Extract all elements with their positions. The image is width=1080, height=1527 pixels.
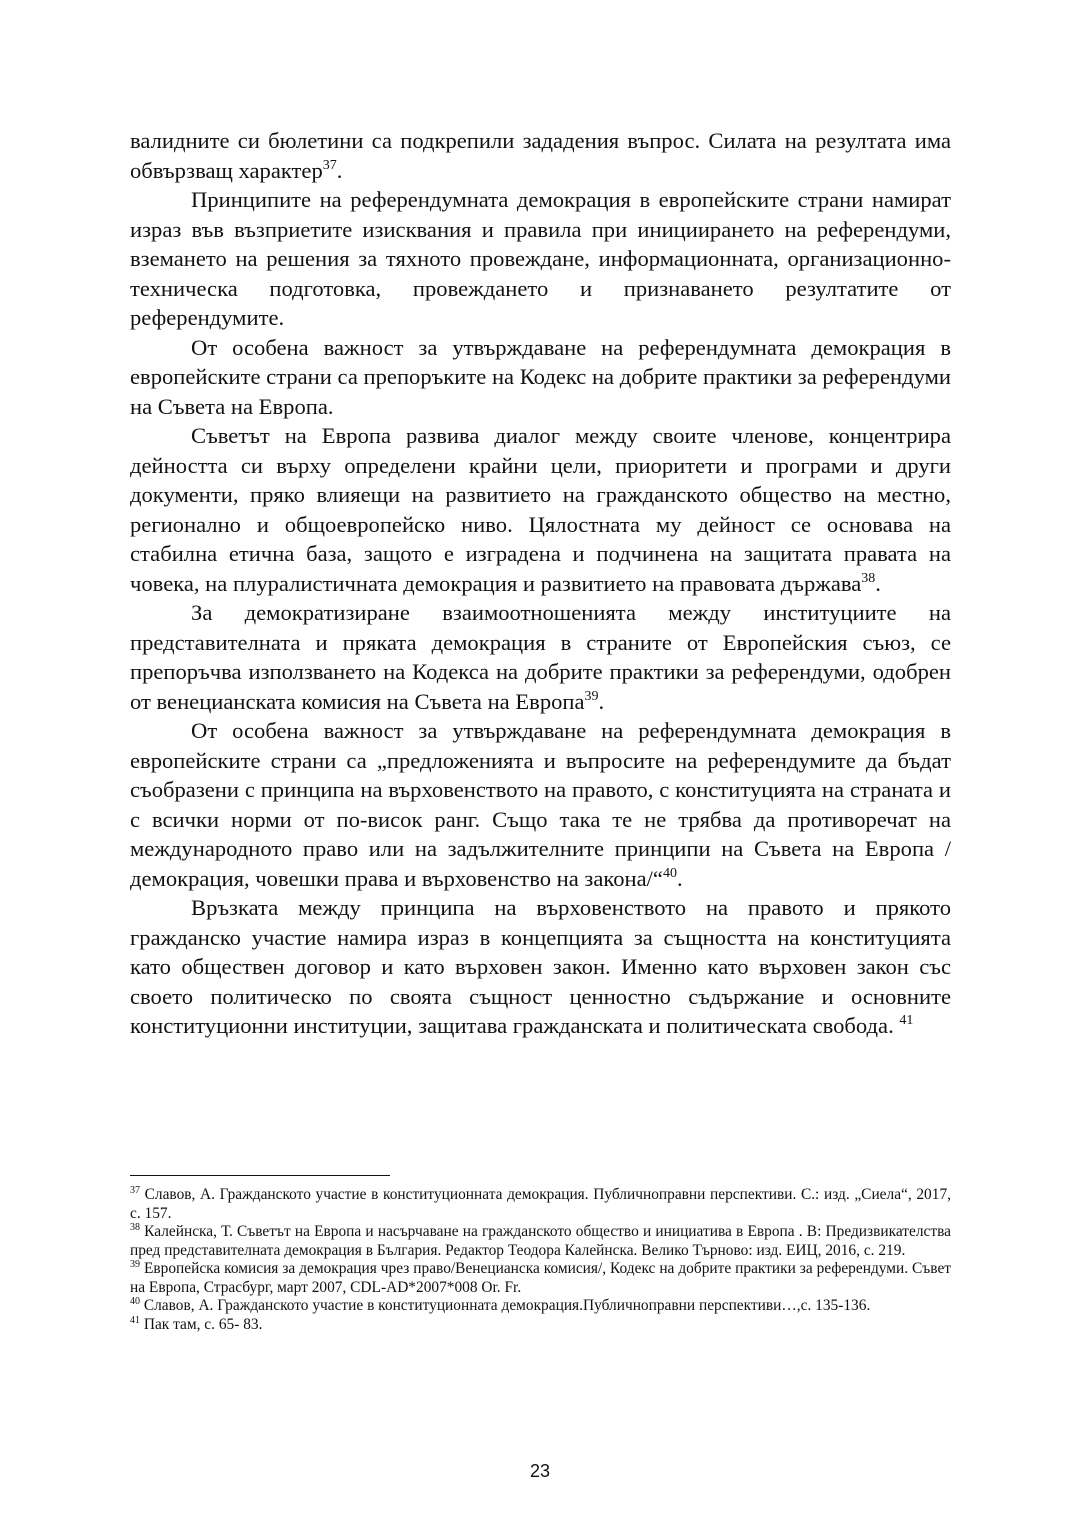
paragraph-text: валидните си бюлетини са подкрепили зададения въпрос. Силата на резултата има обвързващ характер xyxy=(130,128,951,183)
footnotes xyxy=(130,1186,951,1334)
paragraph-end: . xyxy=(875,570,881,596)
paragraph xyxy=(130,333,951,422)
paragraph xyxy=(130,893,951,1041)
footnote-number: 39 xyxy=(130,1259,140,1270)
paragraph-text: За демократизиране взаимоотношенията между институциите на представителната и пряката демокрация в страните от Европейския съюз, се препоръчва използването на Кодекса на добрите практики за референдуми, одобрен от венецианската комисия на Съвета на Европа xyxy=(130,600,951,714)
footnote-text: Калейнска, Т. Съветът на Европа и насърчаване на гражданското общество и инициатива в Европа . В: Предизвикателства пред представителната демокрация в България. Редактор Теодора Калейнска. Велико Търново: изд. ЕИЦ, 2016, с. 219. xyxy=(130,1223,951,1259)
paragraph-text: Съветът на Европа развива диалог между своите членове, концентрира дейността си върху определени крайни цели, приоритети и програми и други документи, пряко влияещи на развитието на гражданското общество на местно, регионално и общоевропейско ниво. Цялостната му дейност се основава на стабилна етична база, защото е изградена и подчинена на защитата правата на човека, на плуралистичната демокрация и развитието на правовата държава xyxy=(130,423,951,596)
paragraph xyxy=(130,421,951,598)
footnote-ref-40[interactable]: 40 xyxy=(662,865,677,881)
paragraph-end: . xyxy=(336,157,343,183)
footnote-number: 40 xyxy=(130,1296,140,1307)
footnote-ref-41[interactable]: 41 xyxy=(899,1013,914,1028)
paragraph xyxy=(130,716,951,893)
footnote-40 xyxy=(130,1297,951,1316)
footnote-number: 41 xyxy=(130,1314,140,1326)
footnote-38 xyxy=(130,1223,951,1260)
footnote-ref-38[interactable]: 38 xyxy=(861,570,876,586)
body-text xyxy=(130,126,951,1041)
footnote-text: Пак там, с. 65- 83. xyxy=(140,1315,263,1333)
footnote-separator xyxy=(130,1175,390,1176)
footnote-text: Европейска комисия за демокрация чрез право/Венецианска комисия/, Кодекс на добрите практики за референдуми. Съвет на Европа, Страсбург, март 2007, CDL-AD*2007*008 Or. Fr. xyxy=(130,1260,951,1296)
paragraph-end: . xyxy=(676,865,683,891)
footnote-text: Славов, А. Гражданското участие в конституционната демокрация.Публичноправни перспективи…,с. 135-136. xyxy=(140,1297,871,1314)
paragraph-text: От особена важност за утвърждаване на референдумната демокрация в европейските страни са „предложенията и въпросите на референдумите да бъдат съобразени с принципа на върховенството на правото, с конституцията на страната и с всички норми от по-висок ранг. Също така те не трябва да противоречат на международното право или на задължителните принципи на Съвета на Европа /демокрация, човешки права и върховенство на закона/“ xyxy=(130,718,951,891)
footnote-41 xyxy=(130,1316,951,1335)
footnote-ref-39[interactable]: 39 xyxy=(584,688,599,704)
paragraph-text: Принципите на референдумната демокрация в европейските страни намират израз във възприетите изисквания и правила при инициирането на референдуми, вземането на решения за тяхното провеждане, информационната, организационно-техническа подготовка, провеждането и признаването резултатите от референдумите. xyxy=(130,187,951,330)
footnote-37 xyxy=(130,1186,951,1223)
footnote-number: 38 xyxy=(130,1222,140,1233)
paragraph-text: От особена важност за утвърждаване на референдумната демокрация в европейските страни са препоръките на Кодекс на добрите практики за референдуми на Съвета на Европа. xyxy=(130,334,951,419)
paragraph xyxy=(130,185,951,333)
footnote-ref-37[interactable]: 37 xyxy=(322,157,337,173)
footnote-39 xyxy=(130,1260,951,1297)
paragraph xyxy=(130,126,951,185)
paragraph-text: Връзката между принципа на върховенството на правото и прякото гражданско участие намира израз в концепцията за същността на конституцията като обществен договор и като върховен закон. Именно като върховен закон със своето политическо по своята същност ценностно съдържание и основните конституционни институции, защитава гражданската и политическата свобода. xyxy=(130,895,951,1038)
paragraph xyxy=(130,598,951,716)
footnote-number: 37 xyxy=(130,1185,140,1196)
page-number: 23 xyxy=(529,1461,551,1481)
paragraph-end: . xyxy=(598,688,605,714)
footnote-text: Славов, А. Гражданското участие в конституционната демокрация. Публичноправни перспективи. С.: изд. „Сиела“, 2017, с. 157. xyxy=(130,1186,951,1222)
